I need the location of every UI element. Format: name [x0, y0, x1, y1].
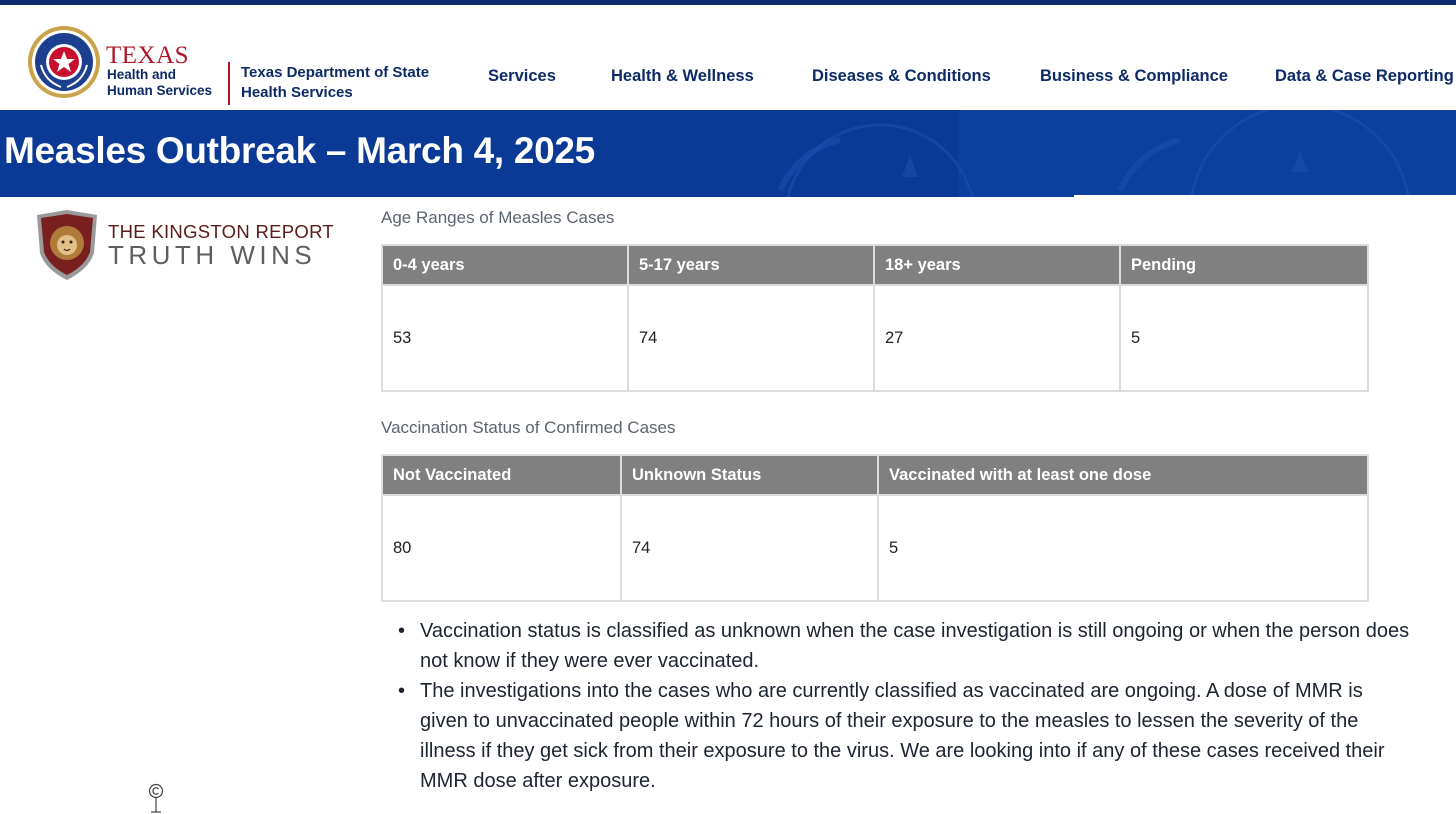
site-header	[0, 5, 1456, 110]
table-header-cell: 18+ years	[874, 245, 1120, 285]
table-header-cell: 0-4 years	[382, 245, 628, 285]
main-nav	[0, 67, 1456, 91]
banner-edge	[1074, 195, 1456, 198]
table-row	[382, 495, 1368, 601]
page-title: Measles Outbreak – March 4, 2025	[4, 130, 595, 171]
table-cell: 74	[628, 285, 874, 391]
page-banner	[0, 110, 1456, 197]
table-cell: 5	[878, 495, 1368, 601]
table-header-cell: Not Vaccinated	[382, 455, 621, 495]
list-item: • The investigations into the cases who are currently classified as vaccinated are ongoing. A dose of MMR is given to unvaccinated people within 72 hours of their exposure to the measles to lessen the severity of the illness if they get sick from their exposure to the virus. We are looking into if any of these cases received their MMR dose after exposure.	[420, 676, 1410, 796]
vax-table-caption: Vaccination Status of Confirmed Cases	[381, 418, 676, 437]
table-header-row	[382, 455, 1368, 495]
hhs-title: TEXAS	[106, 42, 190, 69]
table-header-cell: 5-17 years	[628, 245, 874, 285]
age-table-caption: Age Ranges of Measles Cases	[381, 208, 615, 227]
vaccination-status-table	[381, 454, 1369, 602]
nav-diseases-conditions[interactable]: Diseases & Conditions	[812, 67, 991, 85]
lion-shield-icon	[34, 209, 100, 281]
table-cell: 53	[382, 285, 628, 391]
table-header-cell: Vaccinated with at least one dose	[878, 455, 1368, 495]
watermark-line1: THE KINGSTON REPORT	[108, 221, 335, 242]
age-ranges-table	[381, 244, 1369, 392]
nav-services[interactable]: Services	[488, 67, 556, 85]
copyright-handle-icon	[148, 783, 164, 814]
notes-list	[389, 616, 1410, 796]
dshs-name[interactable]: Texas Department of State Health Services	[241, 64, 430, 101]
table-row	[382, 285, 1368, 391]
nav-business-compliance[interactable]: Business & Compliance	[1040, 67, 1228, 85]
list-item: • Vaccination status is classified as unknown when the case investigation is still ongoing or when the person does not know if they were ever vaccinated.	[420, 616, 1410, 676]
table-header-cell: Unknown Status	[621, 455, 878, 495]
table-header-cell: Pending	[1120, 245, 1368, 285]
nav-data-case-reporting[interactable]: Data & Case Reporting	[1275, 67, 1454, 85]
hhs-subtitle: Health and Human Services	[107, 67, 213, 98]
table-cell: 5	[1120, 285, 1368, 391]
table-cell: 74	[621, 495, 878, 601]
table-cell: 27	[874, 285, 1120, 391]
nav-health-wellness[interactable]: Health & Wellness	[611, 67, 754, 85]
table-cell: 80	[382, 495, 621, 601]
table-header-row	[382, 245, 1368, 285]
watermark-line2: TRUTH WINS	[108, 240, 317, 270]
